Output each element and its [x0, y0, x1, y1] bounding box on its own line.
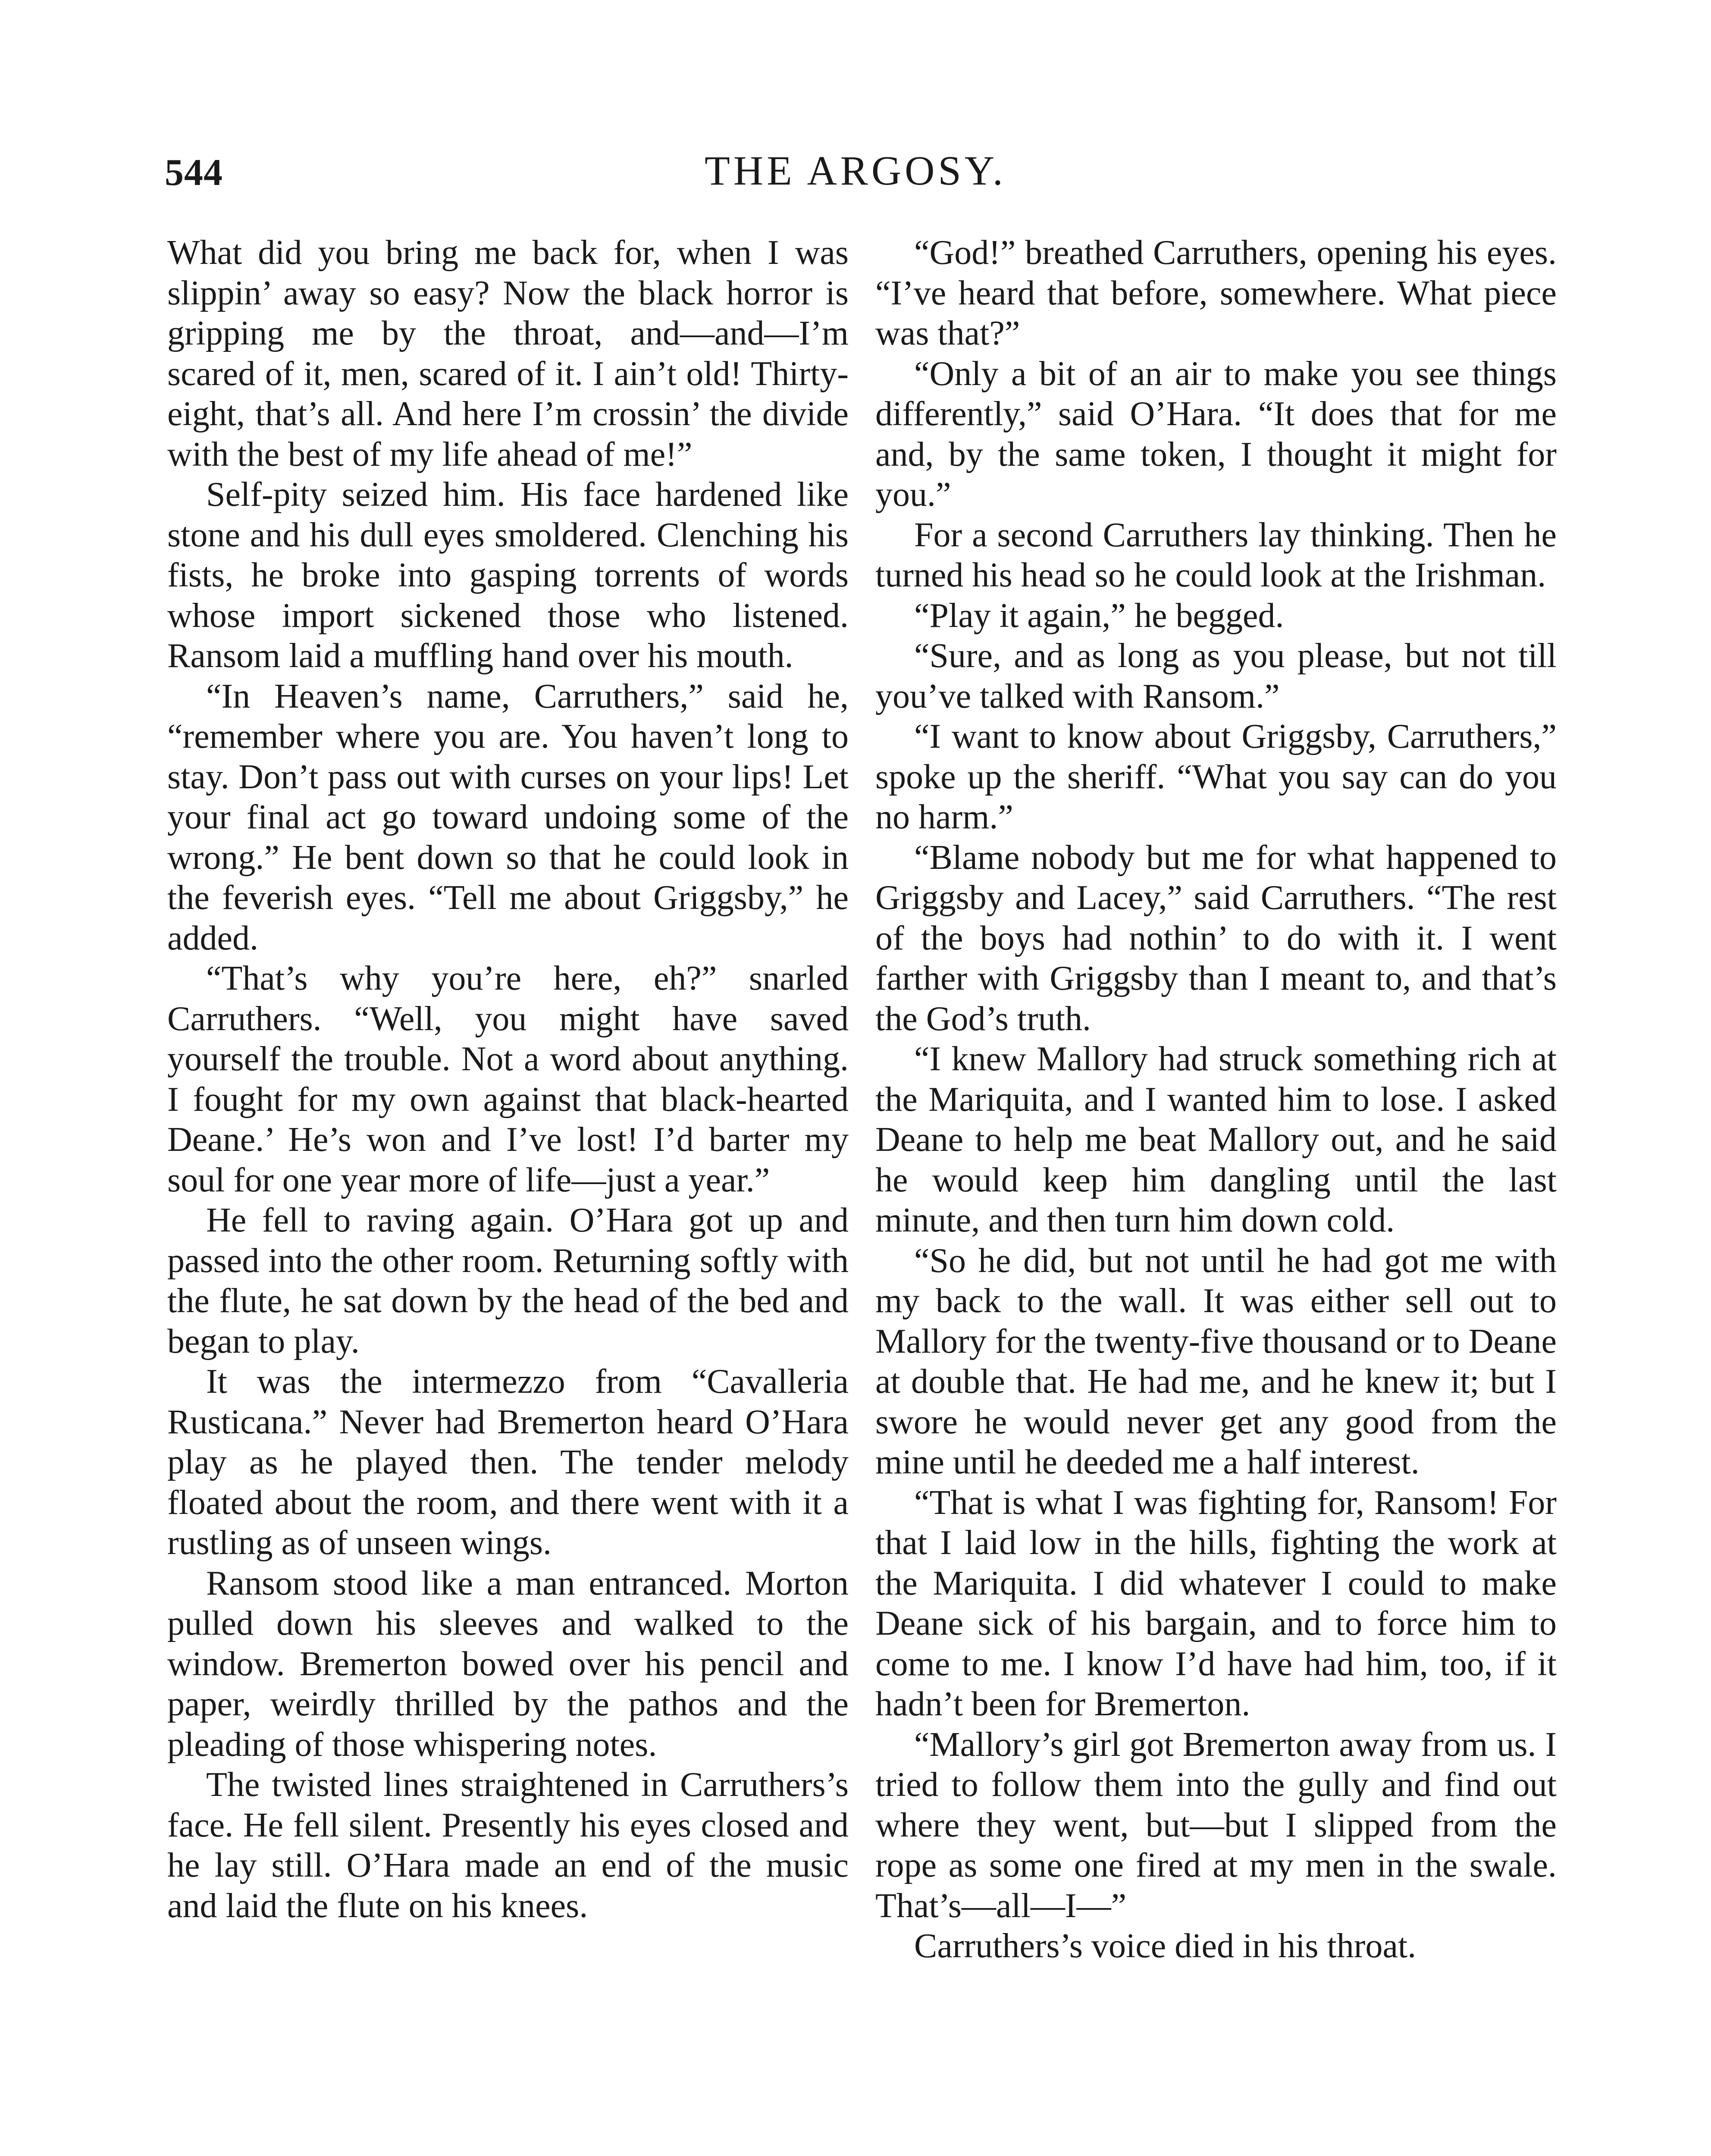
paragraph: “God!” breathed Carruthers, opening his eyes. “I’ve heard that before, somewhere. What piece was that?”: [875, 234, 1557, 352]
left-column: [167, 233, 849, 1926]
paragraph: For a second Carruthers lay thinking. Then he turned his head so he could look at the Irishman.: [875, 516, 1557, 594]
paragraph: “That is what I was fighting for, Ransom! For that I laid low in the hills, fighting the work at the Mariquita. I did whatever I could to make Deane sick of his bargain, and to force him to come to me. I know I’d have had him, too, if it hadn’t been for Bremerton.: [875, 1483, 1557, 1723]
paragraph: “Blame nobody but me for what happened to Griggsby and Lacey,” said Carruthers. “The rest of the boys had nothin’ to do with it. I went farther with Griggsby than I meant to, and that’s the God’s truth.: [875, 838, 1557, 1038]
running-head: THE ARGOSY.: [705, 147, 1006, 194]
paragraph: What did you bring me back for, when I was slippin’ away so easy? Now the black horror is gripping me by the throat, and—and—I’m scared of it, men, scared of it. I ain’t old! Thirty-eight, that’s all. And here I’m crossin’ the divide with the best of my life ahead of me!”: [167, 234, 849, 473]
paragraph: “Only a bit of an air to make you see things differently,” said O’Hara. “It does that for me and, by the same token, I thought it might for you.”: [875, 354, 1557, 514]
paragraph: “I want to know about Griggsby, Carruthers,” spoke up the sheriff. “What you say can do you no harm.”: [875, 718, 1557, 836]
paragraph: “In Heaven’s name, Carruthers,” said he, “remember where you are. You haven’t long to stay. Don’t pass out with curses on your lips! Let your final act go toward undoing some of the wrong.” He bent down so that he could look in the feverish eyes. “Tell me about Griggsby,” he added.: [167, 677, 849, 957]
paragraph: Carruthers’s voice died in his throat.: [914, 1927, 1416, 1965]
paragraph: Ransom stood like a man entranced. Morton pulled down his sleeves and walked to the window. Bremerton bowed over his pencil and paper, weirdly thrilled by the pathos and the pleading of those whispering notes.: [167, 1564, 849, 1764]
paragraph: “Play it again,” he begged.: [914, 596, 1284, 635]
paragraph: It was the intermezzo from “Cavalleria Rusticana.” Never had Bremerton heard O’Hara play as he played then. The tender melody floated about the room, and there went with it a rustling as of unseen wings.: [167, 1363, 849, 1562]
right-column: [875, 233, 1557, 1967]
paragraph: Self-pity seized him. His face hardened like stone and his dull eyes smoldered. Clenching his fists, he broke into gasping torrents of words whose import sickened those who listened. Ransom laid a muffling hand over his mouth.: [167, 476, 849, 675]
paragraph: “So he did, but not until he had got me with my back to the wall. It was either sell out to Mallory for the twenty-five thousand or to Deane at double that. He had me, and he knew it; but I swore he would never get any good from the mine until he deeded me a half interest.: [875, 1241, 1557, 1481]
paragraph: “Sure, and as long as you please, but not till you’ve talked with Ransom.”: [875, 637, 1557, 715]
paragraph: He fell to raving again. O’Hara got up and passed into the other room. Returning softly with the flute, he sat down by the head of the bed and began to play.: [167, 1201, 849, 1360]
paragraph: “I knew Mallory had struck something rich at the Mariquita, and I wanted him to lose. I asked Deane to help me beat Mallory out, and he said he would keep him dangling until the last minute, and then turn him down cold.: [875, 1040, 1557, 1239]
page-number: 544: [165, 152, 223, 194]
paragraph: The twisted lines straightened in Carruthers’s face. He fell silent. Presently his eyes closed and he lay still. O’Hara made an end of the music and laid the flute on his knees.: [167, 1766, 849, 1925]
paragraph: “That’s why you’re here, eh?” snarled Carruthers. “Well, you might have saved yourself the trouble. Not a word about anything. I fought for my own against that black-hearted Deane.’ He’s won and I’ve lost! I’d barter my soul for one year more of life—just a year.”: [167, 959, 849, 1199]
paragraph: “Mallory’s girl got Bremerton away from us. I tried to follow them into the gully and find out where they went, but—but I slipped from the rope as some one fired at my men in the swale. That’s—all—I—”: [875, 1725, 1557, 1925]
